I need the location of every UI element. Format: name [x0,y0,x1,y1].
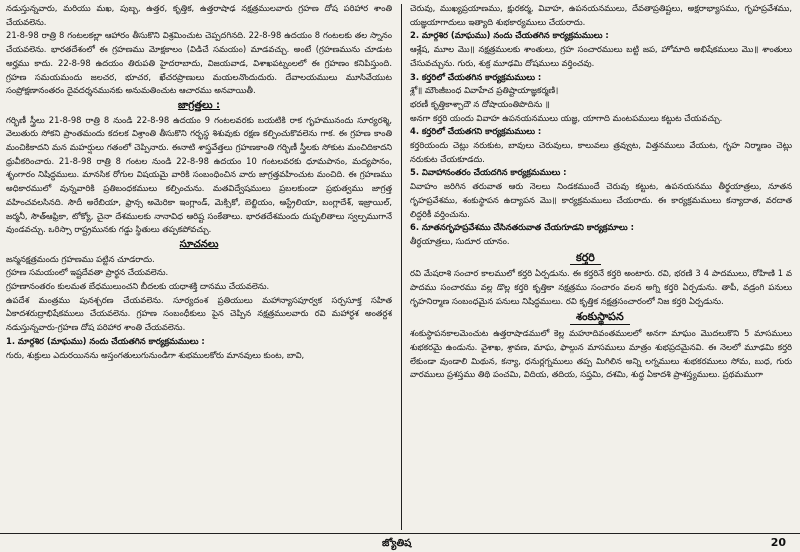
subheading: 4. కర్తరిలో చేయతగని కార్యక్రమములు : [410,126,542,137]
paragraph: కర్తరియందు చెట్లు నరుకుట, బావులు చెరువులు, కాలువలు త్రవ్వుట, విత్తనములు వేయుట, గృహ నిర్మాణం చెట్లు నరుకుట చేయకూడదు. [410,140,792,164]
section-heading-suchanalu [6,238,392,252]
subheading: 1. మార్గశిర (మాఘము) నందు చేయతగిన కార్యక్రమములు : [6,335,205,346]
paragraph: తీర్థయాత్రలు, సుదూర యానం. [410,235,510,246]
section-heading-shankusthapana [410,308,792,327]
heading-text: సూచనలు [179,238,219,250]
left-column [6,2,392,532]
paragraph: అనగా కర్తరి యందు వివాహ ఉపనయనములు యజ్ఞ, యాగాది మంటపములు కట్టుట చేయవచ్చు. [410,112,723,123]
paragraph: జన్మనక్షత్రమందు గ్రహణము పట్టిన చూడరాదు. [6,253,155,264]
column-divider [401,4,402,530]
right-column [410,2,792,532]
section-heading-kartari [410,249,792,268]
paragraph: 21-8-98 రాత్రి 8 గంటలకల్లా ఆహారం తీసుకొని విశ్రమించుట చెప్పదగినది. 22-8-98 ఉదయం 8 గంటలకు తల స్నానం చేయవలెను. భారతదేశంలో ఈ గ్రహణము మోక్షకాలం (విడిచే సమయం) మాడవచ్చు. అంటే (గ్రహణమును చూడుట అర్హము కాదు. 22-8-98 ఉదయం తిరుపతి హైదరాబాదు, విజయవాడ, విశాఖపట్నంలలో ఈ గ్రహణం కనిపిస్తుంది. గ్రహణ సమయమందు జలచర, భూచర, ఖేచరప్రాణులు మయలనొందుదురు. దేవాలయములు మూసివేయుట సంప్రోక్షణానంతరం దైవదర్శనమునకు అనుమతించుట ఆచారము అనవాయితీ. [6,30,392,96]
paragraph: నడుస్తున్నవారు, మరియు మఖ, పుబ్బ, ఉత్తర, కృత్తిక, ఉత్తరాషాఢ నక్షత్రములవారు గ్రహణ దోష పరిహార శాంతి చేయవలెను. [6,3,392,27]
paragraph: గ్రహణానంతరం కులమత బేధములుంచని బీదలకు యధాశక్తి దానము చేయవలెను. [6,281,270,292]
page-footer [0,533,800,552]
subheading: 3. కర్తరిలో చేయతగిన కార్యక్రమములు : [410,71,542,82]
paragraph: గ్రహణ సమయంలో ఇష్టదేవతా ప్రార్థన చేయవలెను. [6,267,169,278]
paragraph: రవి మేషరాశి సంచార కాలములో కర్తరి ఏర్పడును. ఈ కర్తరినే కర్తరి అంటారు. రవి, భరణి 3 4 పాదములు, రోహిణి 1 వ పాదము సంచారము వల్ల డొల్ల కర్తరి కృత్తికా నక్షత్రము సంచారం వలన అగ్ని కర్తరి ఏర్పడును. తాపీ, వడ్రంగి పనులు గృహనిర్మాణ సంబంధమైన పనులు నిషిద్ధములు. రవి కృత్తిక నక్షత్రసంచారంలో నిజ కర్తరి ఏర్పడును. [410,268,792,306]
paragraph: చెరువు, ముఖ్యప్రయాణము, క్షురకర్మ, వివాహ, ఉపనయనములు, దేవతాప్రతిష్టలు, అక్షరాభ్యాసము, గృహప్రవేశము, యజ్ఞయాగాదులు ఇత్యాది శుభకార్యములు చేయరాదు. [410,3,792,27]
subheading: 5. వివాహానంతరం చేయదగిన కార్యక్రమములు : [410,167,567,178]
page-number: 20 [770,536,786,549]
paragraph: గురు, శుక్రులు ఎదురయినను అస్తంగతులుగునుండిగా శుభములకోరు మానవులు కుంట, బావి, [6,349,305,360]
paragraph: ఆశ్లేష, మూల మొ॥ నక్షత్రములకు శాంతులు, గ్రహ సంచారములు బట్టి జప, హోమాది అభిషేకములు మొ॥ శాంతులు చేసువచ్చును. గురు, శుక్ర మూఢమి దోషములు వర్తించవు. [410,44,792,68]
paragraph: ఉపదేశ మంత్రము పునశ్చరణ చేయవలెను. సూర్యదంశ ప్రతియులు మహాన్యాసపూర్వక సర్పసూక్త సహిత ఏకాదశరుద్రాభిషేకములు చేయవలెను. గ్రహణ సంబంధీకులు పైన చెప్పిన నక్షత్రములవారు రవి మహార్ధశ అంతర్దశ నడుస్తున్నవారు-గ్రహణ దోష పరిహార శాంతి చేయవలెను. [6,294,392,333]
paragraph: గర్భిణీ స్త్రీలు 21-8-98 రాత్రి 8 నుండి 22-8-98 ఉదయం 9 గంటలవరకు బయటికి రాక గృహమునందు సూర్యరశ్మి, వెలుతురు సోకని ప్రాంతమందు కదలక విశ్రాంతి తీసుకొని గర్భస్థ శిశువుకు రక్షణ కల్పించుకొవలెను గాక. ఈ గ్రహణ కాంతి మంచికికాదని మన మహర్షులు గతంలో చెప్పినారు. ఈనాటి శాస్త్రవేత్తలు గ్రహణకాంతి గర్భిణీ స్త్రీలకు సోకుట మంచిదికాదని ధ్రువీకరించారు. 21-8-98 రాత్రి 8 గంటల నుండి 22-8-98 ఉదయం 10 గంటలవరకు ధూమపానం, మద్యపానం, శృంగారం నిషిద్ధములు. మానసిక రోగుల విషయమై వారికి సంబంధించిన వారు జాగ్రత్తవహించుట మంచిది. ఈ గ్రహణము అధికారములో వున్నవారికి ప్రతిబంధకములు కల్పించును. మతవిద్వేషములు ప్రబలకుండా ప్రభుత్వము జాగ్రత్త వహించవలసినది. సౌదీ అరేబియా, ఫ్రాన్స అమెరికా ఇంగ్లాండ్, మెక్సికో, బెల్జియం, ఆస్ట్రేలియా, బంగ్లాదేశ్, ఇజ్రాయిల్, జర్మనీ, సౌత్ఆఫ్రికా, టోక్యో, చైనా దేశములకు నానావిధ ఆరిష్ట సంకేతాలు. భారతదేశమందు దుష్ఫలితాలు స్వల్పముగానే వుండవచ్చు. ఒరిస్సా రాష్ట్రమునకు గడ్డు స్థితులు తప్పకపోవచ్చు. [6,114,392,235]
shloka-line: శ్లో॥ మౌంజీబంధ వివాహేచ ప్రతిష్టాయాజ్ఞకర్మణి। [410,85,559,96]
section-heading-jagrattalu [6,99,392,113]
heading-text: జాగ్రత్తలు : [177,99,221,111]
paragraph: శంకుస్థాపనకాలమెంచుట ఉత్తరాషాడములో కెల్ల మహూదివంతములలో అనగా మాఘం మొదలుకొని 5 మాసములు శుభకరమై ఉండును. వైశాఖ, శ్రావణ, మాఘ, ఫాల్గున మాసములు మాత్రం శుభప్రదమైనవి. ఈ నెలలో మూఢమి కర్తరి లేకుండా వుండాలి మిథున, కన్యా, ధనుర్లగ్నములు తప్ప మిగిలిన అన్ని లగ్నములు శుభకరములు సోమ, బుధ, గురు వారములు ప్రశస్తము తిథి పంచమి, విదియ, తదియ, సప్తమి, దశమి, శుద్ధ ఏకాదశి ప్రాశస్త్యములు. ప్రథమముగా [410,328,792,380]
shloka-line: భరణీ కృత్తికాశ్చాదౌ న దోషాయంతిపొదిను ॥ [410,98,550,109]
heading-text: కర్తరి [570,251,601,266]
subheading: 6. నూతనగృహప్రవేశము చేసినతరువాత చేయగూడని కార్యక్రమాలు : [410,222,634,233]
subheading: 2. మార్గశిర (మాఘము) నందు చేయతగిన కార్యక్రమములు : [410,30,609,41]
paragraph: వివాహం జరిగిన తరువాత ఆరు నెలలు నిండకముందే చెరువు కట్టుట, ఉపనయనము తీర్థయాత్రలు, నూతన గృహప్రవేశము, శంకుస్థాపన ఉద్యాపన మొ॥ కార్యక్రమములు చేయరాదు. ఈ కార్యక్రమములు కన్యాదాత, వరదాత లిద్దరికీ వర్తించును. [410,181,792,219]
heading-text: శంకుస్థాపన [570,310,630,325]
magazine-logo: జ్యోతిష [382,538,412,549]
